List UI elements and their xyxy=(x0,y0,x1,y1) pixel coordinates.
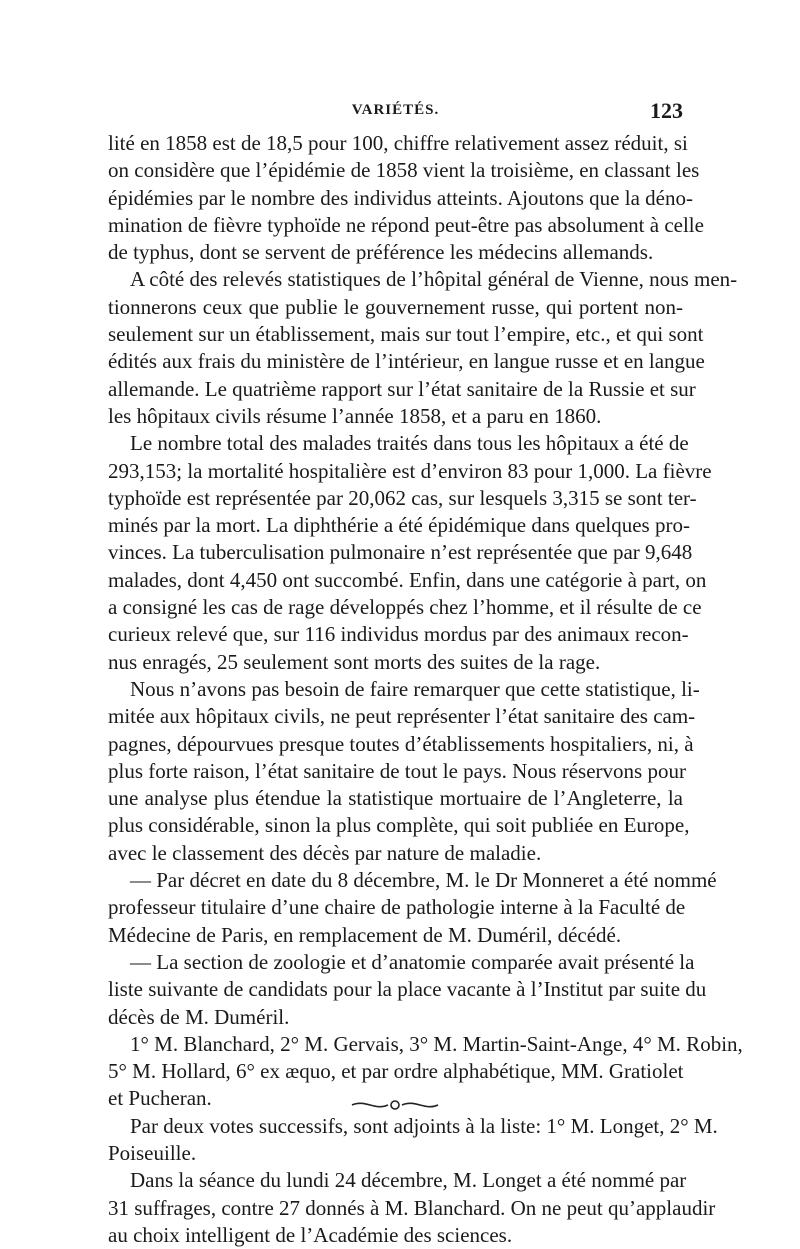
body-text xyxy=(108,130,743,1249)
text-line: plus forte raison, l’état sanitaire de tout le pays. Nous réservons pour xyxy=(108,758,686,783)
text-line: mination de fièvre typhoïde ne répond peut-être pas absolument à celle xyxy=(108,212,704,237)
text-line: on considère que l’épidémie de 1858 vient la troisième, en classant les xyxy=(108,158,700,183)
text-line: professeur titulaire d’une chaire de pathologie interne à la Faculté de xyxy=(108,895,686,920)
text-line: lité en 1858 est de 18,5 pour 100, chiffre relativement assez réduit, si xyxy=(108,131,688,155)
text-line: pagnes, dépourvues presque toutes d’établissements hospitaliers, ni, à xyxy=(108,731,694,756)
text-line: Le nombre total des malades traités dans tous les hôpitaux a été de xyxy=(130,431,689,456)
text-line: de typhus, dont se servent de préférence les médecins allemands. xyxy=(108,240,654,265)
text-line: typhoïde est représentée par 20,062 cas, sur lesquels 3,315 se sont ter- xyxy=(108,485,697,510)
text-line: 31 suffrages, contre 27 donnés à M. Blanchard. On ne peut qu’applaudir xyxy=(108,1195,716,1220)
text-line: Poiseuille. xyxy=(108,1140,197,1165)
text-line: avec le classement des décès par nature de maladie. xyxy=(108,840,542,865)
text-line: seulement sur un établissement, mais sur tout l’empire, etc., et qui sont xyxy=(108,322,704,347)
text-line: épidémies par le nombre des individus atteints. Ajoutons que la déno- xyxy=(108,185,693,210)
text-line: édités aux frais du ministère de l’intérieur, en langue russe et en langue xyxy=(108,349,705,374)
text-line: mitée aux hôpitaux civils, ne peut représenter l’état sanitaire des cam- xyxy=(108,704,696,729)
text-line: — La section de zoologie et d’anatomie comparée avait présenté la xyxy=(130,949,695,974)
text-line: Dans la séance du lundi 24 décembre, M. Longet a été nommé par xyxy=(130,1168,687,1193)
text-line: Par deux votes successifs, sont adjoints à la liste: 1° M. Longet, 2° M. xyxy=(130,1113,718,1138)
text-line: tionnerons ceux que publie le gouvernement russe, qui portent non- xyxy=(108,294,683,319)
text-line: a consigné les cas de rage développés chez l’homme, et il résulte de ce xyxy=(108,595,702,620)
running-head xyxy=(108,98,683,128)
end-ornament-icon xyxy=(350,1097,440,1113)
text-line: allemande. Le quatrième rapport sur l’état sanitaire de la Russie et sur xyxy=(108,376,696,401)
text-line: une analyse plus étendue la statistique mortuaire de l’Angleterre, la xyxy=(108,786,683,811)
text-line: 1° M. Blanchard, 2° M. Gervais, 3° M. Martin-Saint-Ange, 4° M. Robin, xyxy=(130,1031,743,1056)
text-line: malades, dont 4,450 ont succombé. Enfin, dans une catégorie à part, on xyxy=(108,567,707,592)
text-line: liste suivante de candidats pour la place vacante à l’Institut par suite du xyxy=(108,977,707,1002)
text-line: — Par décret en date du 8 décembre, M. le Dr Monneret a été nommé xyxy=(130,868,717,893)
text-line: minés par la mort. La diphthérie a été épidémique dans quelques pro- xyxy=(108,513,690,538)
page-number: 123 xyxy=(650,98,683,123)
text-line: au choix intelligent de l’Académie des sciences. xyxy=(108,1222,513,1247)
text-line: plus considérable, sinon la plus complète, qui soit publiée en Europe, xyxy=(108,813,690,838)
text-line: curieux relevé que, sur 116 individus mordus par des animaux recon- xyxy=(108,622,689,647)
running-title: VARIÉTÉS. xyxy=(351,102,440,118)
text-line: Médecine de Paris, en remplacement de M. Duméril, décédé. xyxy=(108,922,622,947)
text-line: 293,153; la mortalité hospitalière est d’environ 83 pour 1,000. La fièvre xyxy=(108,458,712,483)
text-line: et Pucheran. xyxy=(108,1086,212,1111)
text-line: A côté des relevés statistiques de l’hôpital général de Vienne, nous men- xyxy=(130,267,738,292)
text-line: 5° M. Hollard, 6° ex æquo, et par ordre alphabétique, MM. Gratiolet xyxy=(108,1059,684,1084)
text-line: vinces. La tuberculisation pulmonaire n’est représentée que par 9,648 xyxy=(108,540,693,565)
text-line: décès de M. Duméril. xyxy=(108,1004,290,1029)
text-line: nus enragés, 25 seulement sont morts des suites de la rage. xyxy=(108,649,601,674)
text-line: les hôpitaux civils résume l’année 1858, et a paru en 1860. xyxy=(108,403,602,428)
text-line: Nous n’avons pas besoin de faire remarquer que cette statistique, li- xyxy=(130,676,700,701)
